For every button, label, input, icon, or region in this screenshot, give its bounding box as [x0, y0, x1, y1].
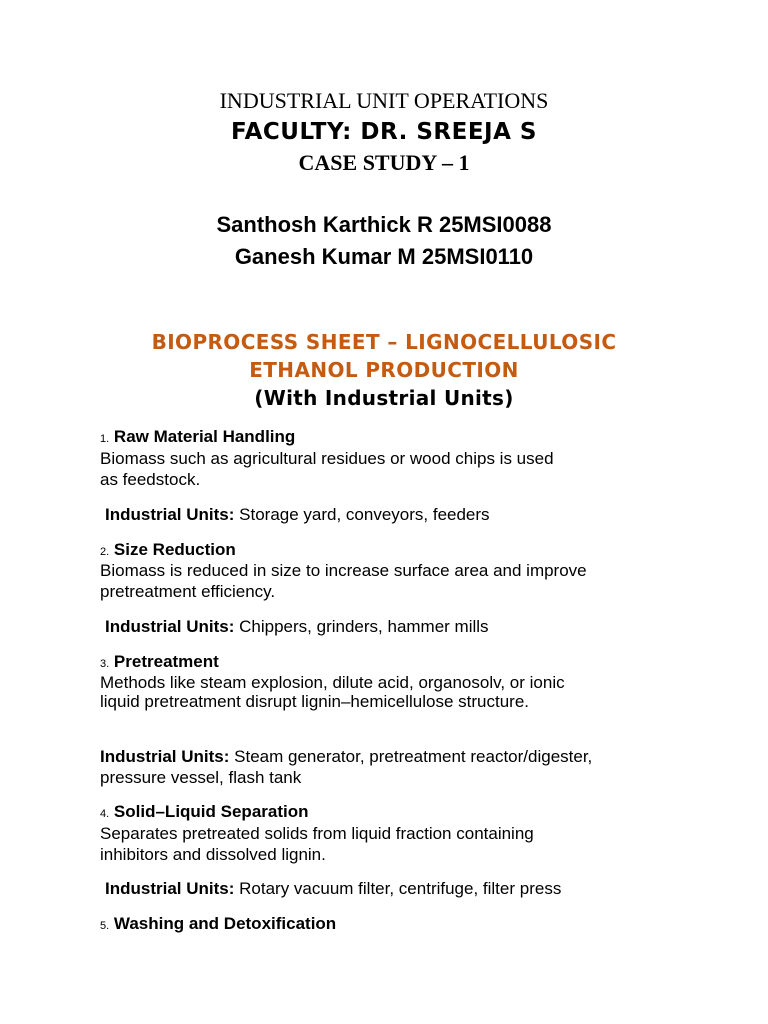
section-number: 5. — [100, 920, 110, 932]
section-title: Size Reduction — [113, 540, 236, 559]
units-label: Industrial Units: — [100, 747, 230, 766]
section-description-line: Biomass is reduced in size to increase surface area and improve — [100, 561, 587, 580]
industrial-units — [105, 878, 665, 899]
section-number: 4. — [100, 808, 110, 820]
sheet-title-line-1: BIOPROCESS SHEET – LIGNOCELLULOSIC — [151, 330, 617, 354]
sheet-title-line-2: ETHANOL PRODUCTION — [249, 358, 519, 382]
faculty-name: FACULTY: DR. SREEJA S — [231, 119, 537, 145]
section-title: Washing and Detoxification — [113, 914, 337, 933]
units-label: Industrial Units: — [105, 617, 235, 636]
student-name-1: Santhosh Karthick R 25MSI0088 — [216, 212, 552, 237]
student-name-2: Ganesh Kumar M 25MSI0110 — [234, 244, 534, 269]
units-label: Industrial Units: — [105, 879, 235, 898]
industrial-units — [105, 504, 665, 525]
section-heading — [100, 426, 660, 450]
industrial-units — [105, 616, 665, 637]
section-heading — [100, 801, 660, 825]
section-description-line: Biomass such as agricultural residues or wood chips is used — [100, 449, 554, 468]
case-study-title: CASE STUDY – 1 — [298, 150, 470, 175]
section-description-line: Separates pretreated solids from liquid fraction containing — [100, 824, 534, 843]
section-title: Solid–Liquid Separation — [113, 802, 309, 821]
units-text-line: pressure vessel, flash tank — [100, 768, 302, 787]
section-title: Raw Material Handling — [113, 427, 296, 446]
units-text: Rotary vacuum filter, centrifuge, filter press — [239, 879, 562, 898]
section-description-line: liquid pretreatment disrupt lignin–hemicellulose structure. — [100, 692, 529, 711]
units-text: Storage yard, conveyors, feeders — [239, 505, 490, 524]
section-heading — [100, 913, 660, 937]
units-label: Industrial Units: — [105, 505, 235, 524]
sheet-subtitle: (With Industrial Units) — [254, 386, 514, 410]
section-description-line: inhibitors and dissolved lignin. — [100, 845, 326, 864]
section-number: 3. — [100, 658, 110, 670]
units-text: Chippers, grinders, hammer mills — [239, 617, 489, 636]
section-number: 1. — [100, 433, 110, 445]
course-title: INDUSTRIAL UNIT OPERATIONS — [219, 88, 549, 113]
units-text: Steam generator, pretreatment reactor/digester, — [234, 747, 593, 766]
section-title: Pretreatment — [113, 652, 219, 671]
section-description-line: as feedstock. — [100, 470, 201, 489]
section-number: 2. — [100, 546, 110, 558]
industrial-units — [100, 746, 660, 767]
section-description-line: pretreatment efficiency. — [100, 582, 276, 601]
section-description-line: Methods like steam explosion, dilute acid, organosolv, or ionic — [100, 673, 565, 692]
